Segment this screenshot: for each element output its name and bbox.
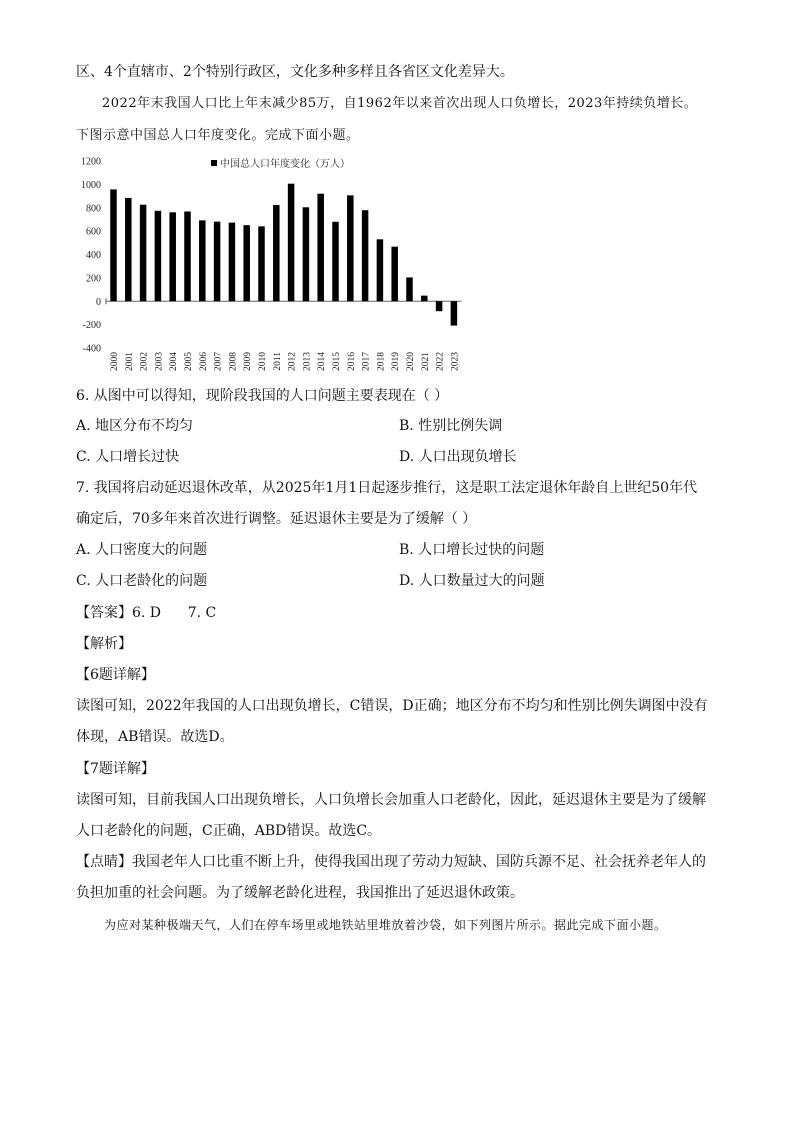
answer-text: 6. D 7. C <box>132 605 217 621</box>
bar <box>258 226 265 301</box>
q7-detail-label: 【7题详解】 <box>76 761 155 777</box>
bar <box>243 225 250 301</box>
q7-stem-line-1: 7. 我国将启动延迟退休改革，从2025年1月1日起逐步推行，这是职工法定退休年龄自上世纪50年代 <box>76 480 698 496</box>
y-tick-label: 1200 <box>81 156 101 168</box>
bar <box>125 198 132 301</box>
y-tick-label: 800 <box>86 203 101 215</box>
x-tick-label: 2012 <box>287 352 298 371</box>
x-tick-label: 2000 <box>110 352 120 371</box>
bar <box>110 189 117 301</box>
x-tick-label: 2021 <box>420 352 431 371</box>
q6-option-a[interactable]: A. 地区分布不均匀 <box>76 418 194 434</box>
bar <box>377 239 384 301</box>
population-change-chart <box>70 152 480 374</box>
x-tick-label: 2008 <box>228 352 239 371</box>
y-tick-label: 400 <box>86 250 101 261</box>
bar <box>347 195 354 301</box>
bar <box>303 207 310 301</box>
bars <box>110 184 457 326</box>
x-tick-label: 2004 <box>169 352 180 371</box>
bar <box>184 211 191 301</box>
q7-option-b[interactable]: B. 人口增长过快的问题 <box>399 542 545 558</box>
x-tick-label: 2013 <box>302 352 313 371</box>
tip-line-2: 负担加重的社会问题。为了缓解老龄化进程，我国推出了延迟退休政策。 <box>76 885 524 901</box>
bar <box>169 212 176 301</box>
bar <box>391 247 398 302</box>
x-tick-label: 2009 <box>243 352 254 371</box>
q6-option-b[interactable]: B. 性别比例失调 <box>399 418 503 434</box>
q6-option-d[interactable]: D. 人口出现负增长 <box>399 449 517 465</box>
legend <box>211 157 350 170</box>
q6-stem: 6. 从图中可以得知，现阶段我国的人口问题主要表现在（ ） <box>76 388 449 404</box>
bar <box>140 205 147 302</box>
bar <box>214 222 221 302</box>
bar <box>332 222 339 301</box>
x-tick-label: 2005 <box>184 352 194 371</box>
bar <box>436 301 443 311</box>
y-axis <box>81 157 461 355</box>
x-axis-labels <box>110 352 460 371</box>
next-question-intro: 为应对某种极端天气，人们在停车场里或地铁站里堆放着沙袋，如下列图片所示。据此完成下面小题。 <box>104 918 667 932</box>
q7-detail-line-1: 读图可知，目前我国人口出现负增长，人口负增长会加重人口老龄化，因此，延迟退休主要是为了缓解 <box>76 792 706 808</box>
y-tick-label: 200 <box>86 273 101 285</box>
intro-line-3: 下图示意中国总人口年度变化。完成下面小题。 <box>76 128 360 143</box>
tip-line-1 <box>76 852 706 872</box>
x-tick-label: 2018 <box>376 352 387 371</box>
x-tick-label: 2017 <box>361 352 372 371</box>
intro-line-2: 2022年末我国人口比上年末减少85万，自1962年以来首次出现人口负增长，2023年持续负增长。 <box>102 96 698 111</box>
bar <box>362 210 369 301</box>
q7-stem-line-2: 确定后，70多年来首次进行调整。延迟退休主要是为了缓解（ ） <box>76 511 477 527</box>
x-tick-label: 2014 <box>317 352 328 371</box>
tip-label: 【点睛】 <box>76 854 132 870</box>
q6-detail-line-2: 体现，AB错误。故选D。 <box>76 729 234 745</box>
q7-option-d[interactable]: D. 人口数量过大的问题 <box>399 573 545 589</box>
answer-line <box>76 603 216 623</box>
x-tick-label: 2006 <box>198 352 209 371</box>
analysis-label: 【解析】 <box>76 636 132 652</box>
x-tick-label: 2011 <box>272 352 283 371</box>
x-tick-label: 2020 <box>406 352 416 371</box>
q7-detail-line-2: 人口老龄化的问题，C正确，ABD错误。故选C。 <box>76 823 382 839</box>
y-tick-label: 0 <box>96 296 101 308</box>
intro-line-1: 区、4个直辖市、2个特别行政区，文化多种多样且各省区文化差异大。 <box>76 64 514 80</box>
x-tick-label: 2022 <box>435 352 446 371</box>
q7-option-c[interactable]: C. 人口老龄化的问题 <box>76 573 208 589</box>
tip-text-1: 我国老年人口比重不断上升，使得我国出现了劳动力短缺、国防兵源不足、社会抚养老年人的 <box>132 854 706 870</box>
bar <box>451 301 458 325</box>
x-tick-label: 2003 <box>154 352 165 371</box>
bar <box>155 211 162 301</box>
bar <box>199 220 206 301</box>
bar <box>229 223 236 302</box>
q6-option-c[interactable]: C. 人口增长过快 <box>76 449 180 465</box>
legend-swatch <box>211 160 217 166</box>
bar <box>317 194 324 302</box>
bar <box>288 184 295 302</box>
x-tick-label: 2007 <box>213 352 224 371</box>
x-tick-label: 2010 <box>258 352 268 371</box>
answer-label: 【答案】 <box>76 605 132 621</box>
y-tick-label: 1000 <box>81 179 101 191</box>
x-tick-label: 2016 <box>346 352 357 371</box>
y-tick-label: 600 <box>86 226 101 238</box>
x-tick-label: 2015 <box>332 352 342 371</box>
bar <box>421 296 428 302</box>
bar <box>273 205 280 301</box>
y-tick-label: -200 <box>82 320 101 332</box>
q7-option-a[interactable]: A. 人口密度大的问题 <box>76 542 208 558</box>
q6-detail-line-1: 读图可知，2022年我国的人口出现负增长，C错误，D正确；地区分布不均匀和性别比例失调图中没有 <box>76 698 708 714</box>
x-tick-label: 2002 <box>139 352 150 371</box>
x-tick-label: 2023 <box>450 352 461 371</box>
bar <box>406 277 413 301</box>
q6-detail-label: 【6题详解】 <box>76 667 155 683</box>
x-tick-label: 2019 <box>391 352 402 371</box>
legend-label: 中国总人口年度变化（万人） <box>220 159 350 170</box>
y-tick-label: -400 <box>82 343 101 355</box>
x-tick-label: 2001 <box>124 352 135 371</box>
